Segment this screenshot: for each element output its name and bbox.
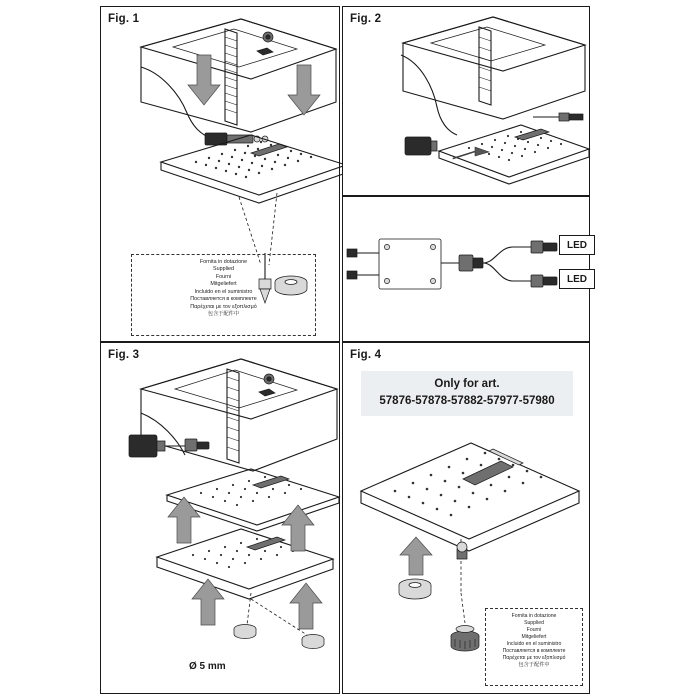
figure-3-drawing bbox=[101, 343, 341, 695]
supplied-note4-line-3: Fourni bbox=[526, 627, 542, 634]
figure-label-1: Fig. 1 bbox=[108, 13, 140, 25]
supplied-note4-line-4: Mitgeliefert bbox=[521, 634, 547, 641]
supplied-note-line-3: Fourni bbox=[215, 273, 232, 280]
supplied-note-line-4: Mitgeliefert bbox=[210, 281, 237, 288]
figure-label-4: Fig. 4 bbox=[350, 349, 382, 361]
supplied-note4-line-1: Fornita in dotazione bbox=[511, 613, 557, 619]
figure-panel-3 bbox=[100, 342, 340, 694]
driver-drawing bbox=[343, 197, 591, 343]
figure-label-2: Fig. 2 bbox=[350, 13, 382, 25]
supplied-note4-line-2: Supplied bbox=[524, 620, 544, 627]
only-for-art-line-2: 57876-57878-57882-57977-57980 bbox=[379, 395, 555, 408]
supplied-note-line-cjk: 包含于配件中 bbox=[207, 311, 240, 318]
led-label-box-2: LED bbox=[559, 269, 595, 289]
supplied-note-fig4 bbox=[485, 608, 583, 686]
supplied-note-line-2: Supplied bbox=[213, 266, 234, 273]
supplied-note-line-1: Fornita in dotazione bbox=[199, 259, 248, 265]
figure-panel-1 bbox=[100, 6, 340, 342]
driver-detail-panel bbox=[342, 196, 590, 342]
supplied-note-line-6: Поставляется в комплекте bbox=[190, 296, 257, 303]
figure-panel-4 bbox=[342, 342, 590, 694]
supplied-note-line-7: Παρέχεται με τον εξοπλισμό bbox=[190, 303, 257, 310]
only-for-art-line-1: Only for art. bbox=[434, 378, 500, 390]
supplied-note-line-5: Incluido en el suministro bbox=[194, 288, 253, 295]
supplied-note4-line-5: Incluido en el suministro bbox=[506, 641, 562, 648]
supplied-note4-line-cjk: 包含于配件中 bbox=[518, 662, 550, 669]
led-label-box-1: LED bbox=[559, 235, 595, 255]
figure-2-drawing bbox=[343, 7, 591, 197]
supplied-note4-line-7: Παρέχεται με τον εξοπλισμό bbox=[502, 655, 566, 662]
figure-label-3: Fig. 3 bbox=[108, 349, 140, 361]
supplied-note-fig1 bbox=[131, 254, 316, 336]
figure-panel-2 bbox=[342, 6, 590, 196]
supplied-note4-line-6: Поставляется в комплекте bbox=[502, 648, 566, 655]
drill-size-note: Ø 5 mm bbox=[189, 661, 226, 672]
